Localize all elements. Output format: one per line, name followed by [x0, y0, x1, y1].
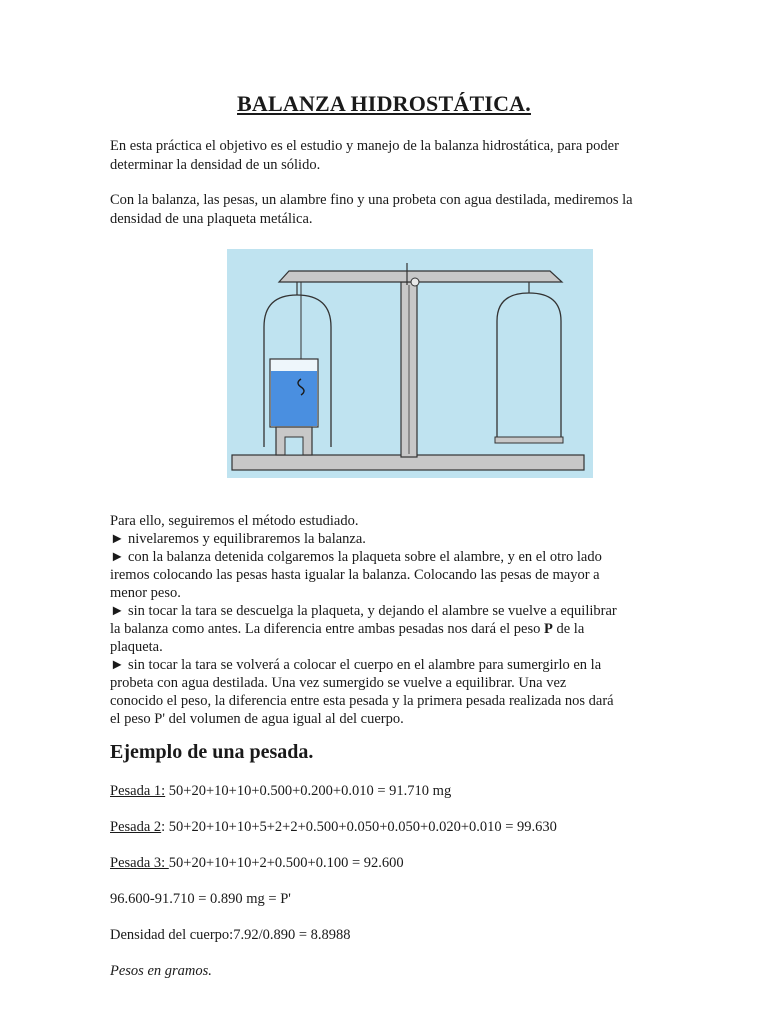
procedure-line	[110, 620, 670, 638]
procedure-line-tail: de la	[552, 621, 585, 637]
intro-paragraph-1: En esta práctica el objetivo es el estudio y manejo de la balanza hidrostática, para poder determinar la densidad de un sólido.	[110, 138, 619, 173]
page-title: BALANZA HIDROSTÁTICA.	[237, 91, 531, 116]
pesada-1	[110, 783, 451, 800]
pesada-formula: 50+20+10+10+0.500+0.200+0.010 = 91.710 mg	[165, 783, 452, 799]
procedure-line: menor peso.	[110, 585, 181, 601]
pivot-knob	[411, 278, 419, 286]
procedure-line: conocido el peso, la diferencia entre esta pesada y la primera pesada realizada nos dará	[110, 693, 614, 709]
balance-illustration	[227, 249, 593, 478]
procedure-line: Para ello, seguiremos el método estudiado.	[110, 513, 359, 529]
weight-difference: 96.600-91.710 = 0.890 mg = P'	[110, 891, 291, 907]
procedure-line: probeta con agua destilada. Una vez sumergido se vuelve a equilibrar. Una vez	[110, 675, 567, 691]
pesada-3	[110, 855, 404, 872]
intro-paragraph-2: Con la balanza, las pesas, un alambre fino y una probeta con agua destilada, mediremos la densidad de una plaqueta metálica.	[110, 192, 633, 227]
pesada-2	[110, 819, 557, 836]
pesada-formula: : 50+20+10+10+5+2+2+0.500+0.050+0.050+0.020+0.010 = 99.630	[161, 819, 557, 835]
procedure-line: el peso P' del volumen de agua igual al del cuerpo.	[110, 711, 404, 727]
procedure-line: plaqueta.	[110, 639, 163, 655]
pesada-label: Pesada 2	[110, 819, 162, 835]
example-heading: Ejemplo de una pesada.	[110, 741, 314, 763]
pesada-label: Pesada 3:	[110, 855, 169, 871]
stand-opening	[285, 437, 303, 455]
procedure-text	[110, 512, 670, 728]
weight-symbol-P: P	[544, 621, 553, 637]
balance-beam	[279, 271, 562, 282]
procedure-line: ► con la balanza detenida colgaremos la plaqueta sobre el alambre, y en el otro lado	[110, 549, 602, 565]
right-pan	[495, 437, 563, 443]
procedure-line: ► sin tocar la tara se descuelga la plaqueta, y dejando el alambre se vuelve a equilibrar	[110, 603, 617, 619]
beaker-water	[271, 371, 317, 426]
procedure-line: iremos colocando las pesas hasta igualar la balanza. Colocando las pesas de mayor a	[110, 567, 600, 583]
procedure-line: ► nivelaremos y equilibraremos la balanza.	[110, 531, 366, 547]
procedure-line: ► sin tocar la tara se volverá a colocar el cuerpo en el alambre para sumergirlo en la	[110, 657, 602, 673]
hydrostatic-balance-figure	[227, 249, 593, 478]
pesada-label: Pesada 1:	[110, 783, 166, 799]
procedure-line-text: la balanza como antes. La diferencia entre ambas pesadas nos dará el peso	[110, 621, 544, 637]
units-note: Pesos en gramos.	[110, 963, 212, 979]
pesada-formula: 50+20+10+10+2+0.500+0.100 = 92.600	[168, 855, 404, 871]
density-result: Densidad del cuerpo:7.92/0.890 = 8.8988	[110, 927, 351, 943]
